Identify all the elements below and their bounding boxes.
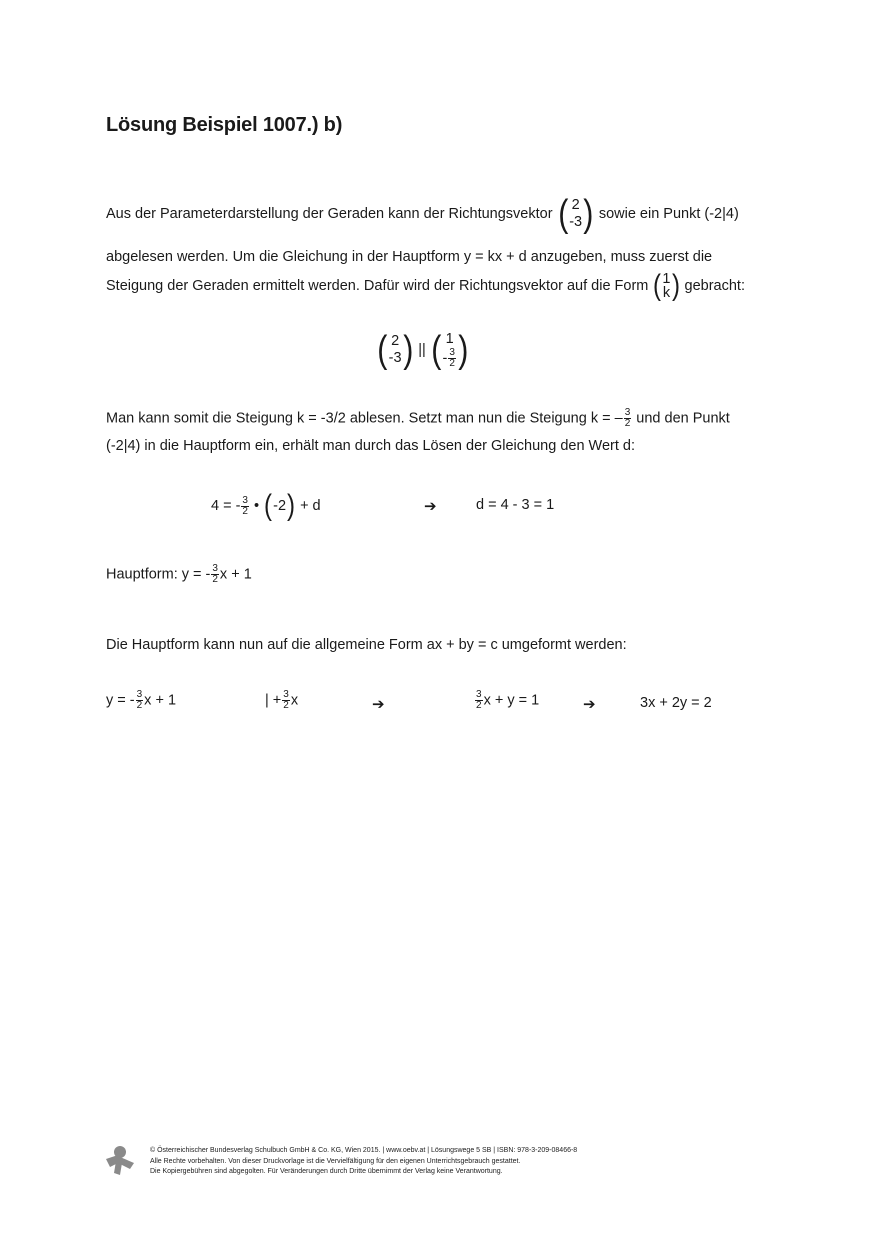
- page-title: Lösung Beispiel 1007.) b): [106, 114, 343, 136]
- eq2-step3: $\frac{3}{2}$ x + y = 1: [476, 689, 540, 711]
- arrow-icon: ➔: [372, 696, 385, 713]
- para2-line1: Man kann somit die Steigung k = -3/2 ablesen. Setzt man nun die Steigung k = – $\frac{3}{2}$ und den Punkt: [106, 407, 730, 429]
- para1-line3: Steigung der Geraden ermittelt werden. Dafür wird der Richtungsvektor auf die Form ( 1 k ) gebracht:: [106, 269, 745, 302]
- form-vector: ( 1 k ): [653, 269, 680, 302]
- hauptform: Hauptform: y = - $\frac{3}{2}$ x + 1: [106, 563, 252, 585]
- equation-d: 4 = - $\frac{3}{2}$ • (-2) + d: [211, 489, 321, 522]
- eq2-step4: 3x + 2y = 2: [640, 695, 712, 711]
- eq2-step2: | + $\frac{3}{2}$ x: [265, 689, 299, 711]
- parallel-vectors: ( 2 -3 ) || ( 1 - $\frac{3}{2}$ ): [377, 329, 469, 371]
- arrow-icon: ➔: [424, 498, 437, 515]
- direction-vector: ( 2 -3 ): [557, 193, 594, 235]
- eq2-step1: y = - $\frac{3}{2}$ x + 1: [106, 689, 177, 711]
- para1-line2: abgelesen werden. Um die Gleichung in der Hauptform y = kx + d anzugeben, muss zuerst die: [106, 249, 713, 265]
- para1-line1: Aus der Parameterdarstellung der Geraden kann der Richtungsvektor ( 2 -3 ) sowie ein Punkt (-2|4): [106, 193, 739, 235]
- footer-copyright: © Österreichischer Bundesverlag Schulbuch GmbH & Co. KG, Wien 2015. | www.oebv.at | Lösungswege 5 SB | ISBN: 978-3-209-08466-8 Alle Rechte vorbehalten. Von dieser Druckvorlage ist die Vervielfältigung für den eigenen Unterrichtsgebrauch gestattet. Die Kopiergebühren sind abgegolten. Für Veränderungen durch Dritte übernimmt der Verlag keine Verantwortung.: [150, 1147, 578, 1175]
- publisher-logo-icon: [104, 1143, 136, 1175]
- para2-line2: (-2|4) in die Hauptform ein, erhält man durch das Lösen der Gleichung den Wert d:: [106, 438, 636, 454]
- arrow-icon: ➔: [583, 696, 596, 713]
- para3: Die Hauptform kann nun auf die allgemeine Form ax + by = c umgeformt werden:: [106, 637, 627, 653]
- parallel-sign: ||: [418, 342, 426, 358]
- equation-d-result: d = 4 - 3 = 1: [476, 497, 555, 513]
